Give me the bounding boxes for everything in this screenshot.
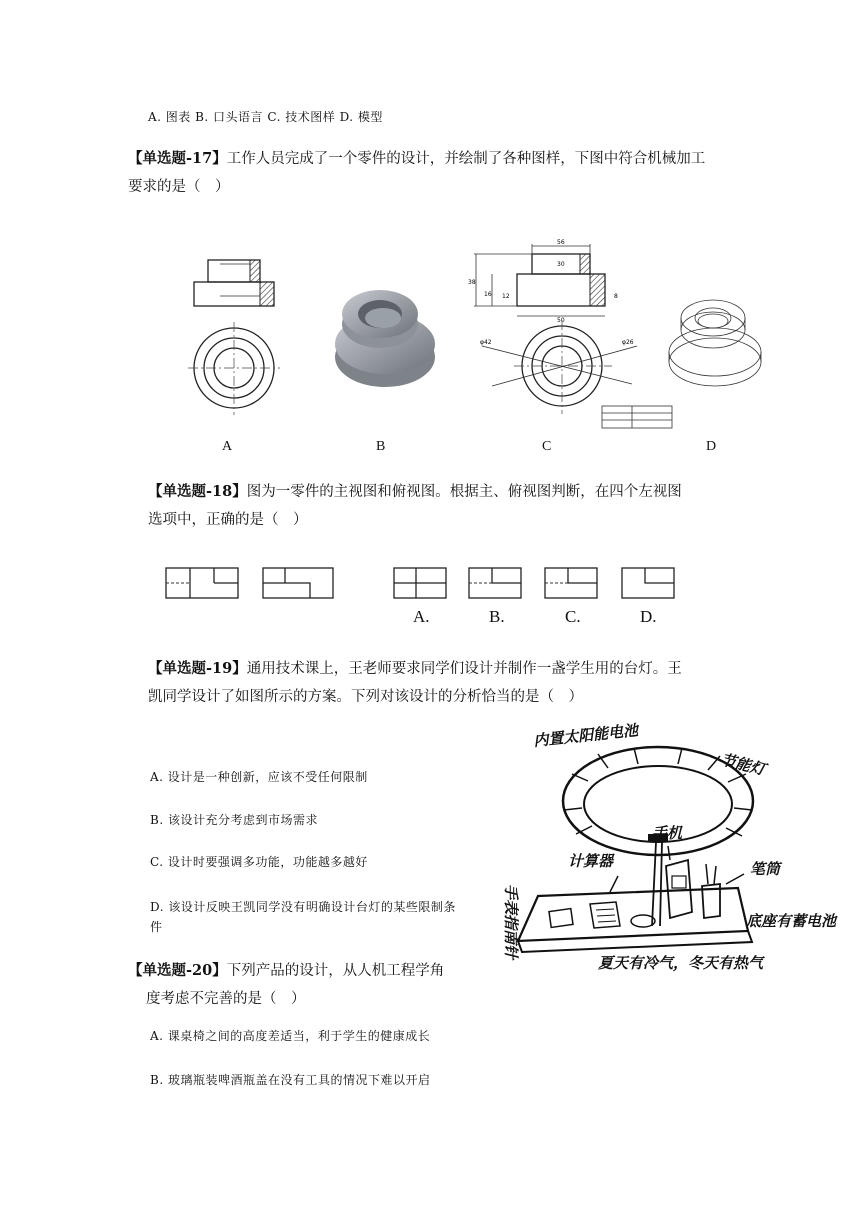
q17-figure-c (462, 236, 677, 436)
q19-text-line1: 通用技术课上，王老师要求同学们设计并制作一盏学生用的台灯。王 (246, 661, 682, 677)
q19-question (148, 655, 748, 711)
dim-label: 50 (557, 317, 565, 324)
q17-label-a: A (222, 439, 233, 454)
q20-text-line2: 度考虑不完善的是（ ） (146, 991, 306, 1007)
dim-label: 8 (614, 293, 618, 300)
dim-label: 38 (468, 279, 476, 286)
q17-figure-d (665, 290, 765, 400)
q19-text-line2: 凯同学设计了如图所示的方案。下列对该设计的分析恰当的是（ ） (148, 689, 583, 705)
q20-tag: 【单选题-20】 (128, 962, 227, 979)
q18-text-line1: 图为一零件的主视图和俯视图。根据主、俯视图判断，在四个左视图 (246, 484, 682, 500)
q17-figure-a (180, 250, 290, 430)
svg-text:底座有蓄电池: 底座有蓄电池 (746, 912, 837, 930)
q18-question (148, 478, 748, 534)
q18-label-a: A. (413, 607, 430, 626)
dim-label: 56 (557, 239, 565, 246)
q17-label-b: B (376, 439, 386, 454)
q17-label-c: C (542, 439, 552, 454)
dim-label: 30 (557, 261, 565, 268)
q18-tag: 【单选题-18】 (148, 483, 247, 500)
svg-text:笔筒: 笔筒 (750, 860, 781, 878)
q17-label-d: D (706, 439, 717, 454)
q20-option-a: A. 课桌椅之间的高度差适当，利于学生的健康成长 (150, 1029, 431, 1043)
q20-question (128, 957, 488, 1013)
q19-tag: 【单选题-19】 (148, 660, 247, 677)
q18-label-d: D. (640, 607, 657, 626)
dim-label: φ26 (622, 339, 634, 346)
q17-question (128, 145, 728, 201)
q19-option-b: B. 该设计充分考虑到市场需求 (150, 813, 318, 827)
q17-text-line2: 要求的是（ ） (128, 179, 230, 195)
dim-label: φ42 (480, 339, 492, 346)
q17-text-line1: 工作人员完成了一个零件的设计，并绘制了各种图样，下图中符合机械加工 (226, 151, 706, 167)
svg-text:夏天有冷气，冬天有热气: 夏天有冷气，冬天有热气 (598, 954, 764, 972)
q18-label-b: B. (489, 607, 505, 626)
q20-option-b: B. 玻璃瓶装啤酒瓶盖在没有工具的情况下难以开启 (150, 1073, 431, 1087)
q16-options: A. 图表 B. 口头语言 C. 技术图样 D. 模型 (148, 110, 383, 124)
svg-text:计算器: 计算器 (568, 852, 614, 870)
q20-text-line1: 下列产品的设计，从人机工程学角 (226, 963, 445, 979)
q17-figure-b (325, 282, 440, 402)
svg-text:手表指南针: 手表指南针 (502, 884, 520, 960)
svg-text:节能灯: 节能灯 (719, 750, 768, 779)
svg-text:内置太阳能电池: 内置太阳能电池 (532, 721, 639, 750)
dim-label: 16 (484, 291, 492, 298)
q18-figures (160, 565, 690, 605)
q19-option-d-cont: 件 (150, 920, 163, 934)
q18-label-c: C. (565, 607, 581, 626)
q19-option-c: C. 设计时要强调多功能，功能越多越好 (150, 855, 368, 869)
dim-label: 12 (502, 293, 510, 300)
q18-text-line2: 选项中，正确的是（ ） (148, 512, 308, 528)
q19-option-a: A. 设计是一种创新，应该不受任何限制 (150, 770, 368, 784)
q19-lamp-sketch (498, 716, 838, 978)
q19-option-d: D. 该设计反映王凯同学没有明确设计台灯的某些限制条 (150, 900, 456, 914)
svg-text:手机: 手机 (652, 824, 683, 842)
q17-tag: 【单选题-17】 (128, 150, 227, 167)
